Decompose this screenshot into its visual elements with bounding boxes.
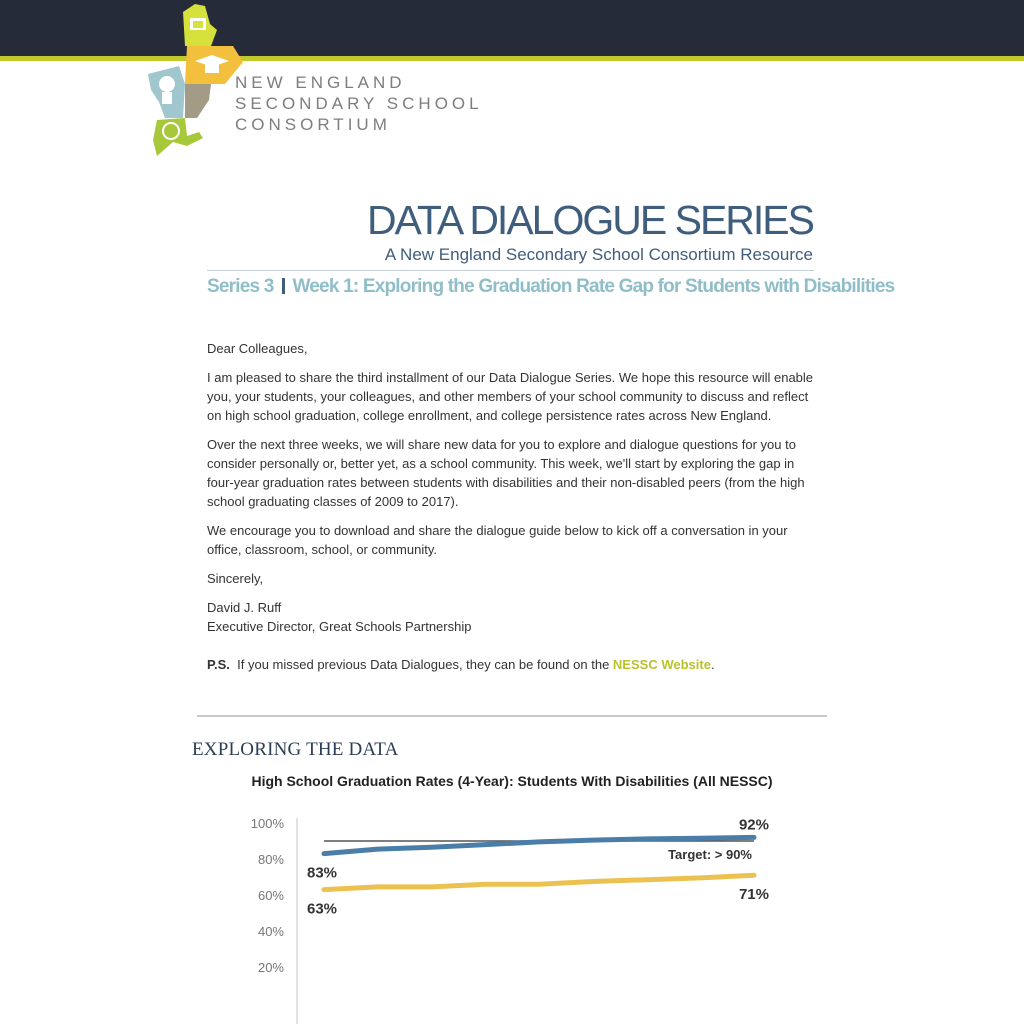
letter-body [207, 339, 820, 684]
hero-title: DATA DIALOGUE SERIES [366, 197, 813, 243]
section-divider [197, 715, 827, 717]
target-label: Target: > 90% [668, 847, 752, 862]
data-label: 63% [307, 900, 338, 918]
nessc-website-link[interactable]: NESSC Website [612, 657, 711, 672]
graduation-rate-chart [240, 810, 800, 1024]
series-number: Series 3 [207, 276, 274, 297]
y-tick-label: 20% [257, 960, 284, 975]
data-label: 83% [307, 864, 338, 882]
logo-line-3: CONSORTIUM [235, 115, 391, 134]
new-england-map-logo-icon [145, 4, 245, 160]
letter-closing: Sincerely, [207, 571, 264, 586]
hero-divider [207, 270, 814, 271]
series-separator [282, 278, 285, 294]
ps-label: P.S. [207, 657, 230, 672]
week-title: Week 1: Exploring the Graduation Rate Gap for Students with Disabilities [292, 276, 895, 297]
series-line-2 [324, 875, 754, 889]
letter-paragraph-2: Over the next three weeks, we will share new data for you to explore and dialogue questions for you to consider personally or, better yet, as a school community. This week, we'll start by exploring the gap in four-year graduation rates between students with disabilities and their non-disabled peers (from the high school graduating classes of 2009 to 2017). [207, 437, 805, 509]
signer-name: David J. Ruff [207, 600, 282, 615]
chart-title: High School Graduation Rates (4-Year): Students With Disabilities (All NESSC) [251, 773, 773, 789]
data-label: 92% [738, 816, 769, 834]
data-label: 71% [738, 886, 769, 904]
ps-text: If you missed previous Data Dialogues, they can be found on the [237, 657, 610, 672]
y-tick-label: 100% [250, 816, 284, 831]
ps-end: . [710, 657, 715, 672]
y-tick-label: 80% [257, 852, 284, 867]
hero-subtitle: A New England Secondary School Consortium Resource [384, 245, 813, 264]
logo-line-2: SECONDARY SCHOOL [235, 94, 483, 113]
signer-title: Executive Director, Great Schools Partnership [207, 619, 472, 634]
letter-signature [207, 598, 820, 636]
logo-line-1: NEW ENGLAND [235, 73, 406, 92]
y-tick-label: 60% [257, 888, 284, 903]
y-tick-label: 40% [257, 924, 284, 939]
series-heading [207, 276, 895, 298]
letter-postscript [207, 655, 820, 674]
hero-banner [207, 196, 813, 266]
letter-paragraph-1: I am pleased to share the third installment of our Data Dialogue Series. We hope this resource will enable you, your students, your colleagues, and other members of your school community to discuss and reflect on high school graduation, college enrollment, and college persistence rates across New England. [207, 370, 814, 423]
letter-paragraph-3: We encourage you to download and share the dialogue guide below to kick off a conversation in your office, classroom, school, or community. [207, 523, 788, 557]
letter-greeting: Dear Colleagues, [207, 341, 308, 356]
logo-wordmark [235, 72, 483, 135]
section-title: EXPLORING THE DATA [192, 739, 399, 760]
